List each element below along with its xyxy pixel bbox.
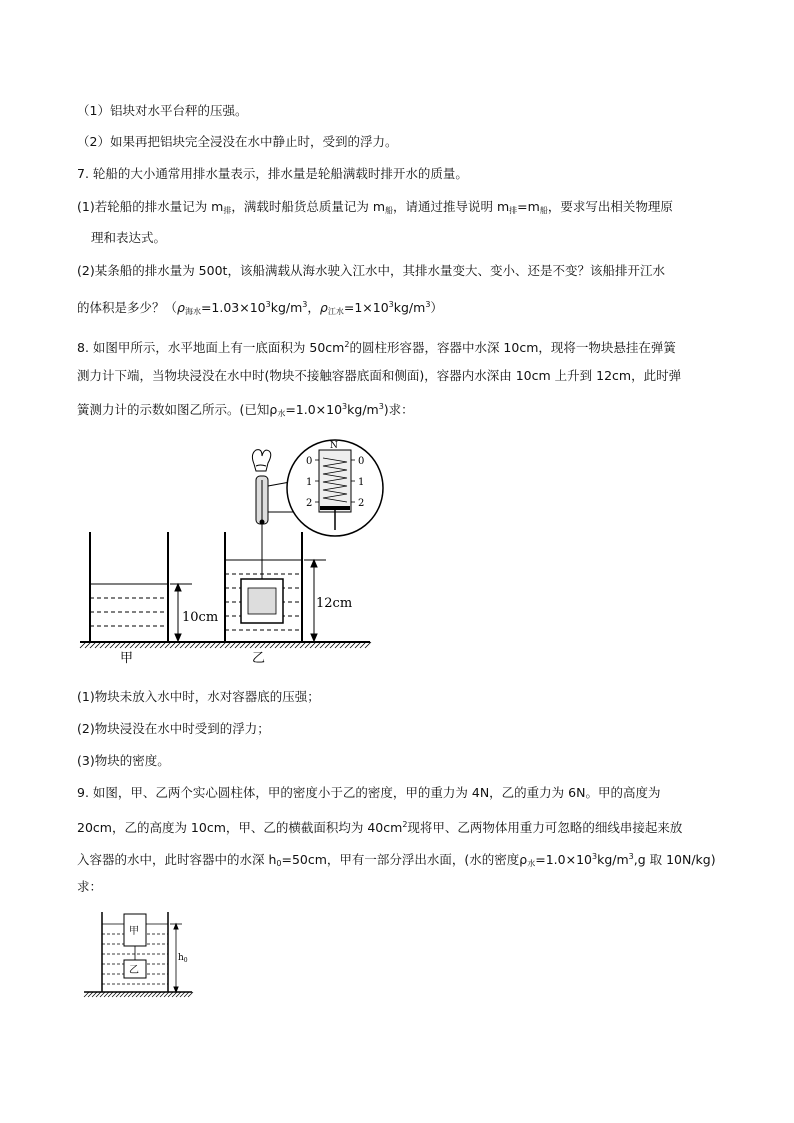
q9-line1: 9. 如图，甲、乙两个实心圆柱体，甲的密度小于乙的密度，甲的重力为 4N，乙的重力为 6N。甲的高度为	[77, 785, 661, 800]
q7-part1-cont: 理和表达式。	[91, 230, 167, 245]
q8-line1: 8. 如图甲所示，水平地面上有一底面积为 $50cm^2$的圆柱形容器，容器中水深 10cm，现将一物块悬挂在弹簧	[77, 340, 676, 355]
hand-icon	[252, 450, 270, 471]
q9-label-yi: 乙	[129, 965, 139, 976]
q9-line2: 20cm，乙的高度为 10cm，甲、乙的横截面积均为 $40cm^2$现将甲、乙两物体用重力可忽略的细线串接起来放	[77, 820, 683, 835]
scale-tick-0-right: 0	[358, 456, 365, 467]
ground	[80, 642, 371, 648]
q6-part1: （1）铝块对水平台秤的压强。	[77, 103, 248, 118]
label-10cm: 10cm	[182, 610, 219, 625]
q8-part2: (2)物块浸没在水中时受到的浮力；	[77, 721, 270, 736]
magnified-scale	[287, 440, 383, 536]
scale-tick-1-left: 1	[306, 477, 313, 488]
scale-unit-n: N	[330, 441, 338, 451]
scale-tick-1-right: 1	[358, 477, 365, 488]
container-jia	[90, 532, 168, 642]
cylinder-jia	[124, 914, 146, 960]
q9-figure	[82, 908, 212, 1000]
q7-part2-cont: 的体积是多少？（$\rho_{海水}=1.03\times 10^3kg/m^3$，$\rho_{江水}=1\times 10^3kg/m^3$）	[77, 300, 443, 316]
spring-scale-icon	[256, 476, 268, 524]
label-12cm: 12cm	[316, 596, 353, 611]
q8-figure	[70, 436, 400, 668]
label-yi: 乙	[252, 651, 266, 666]
label-h0: $h_0$	[178, 953, 188, 964]
q8-line3: 簧测力计的示数如图乙所示。(已知$\rho_水=1.0\times 10^3kg/m^3$)求：	[77, 402, 414, 418]
scale-tick-2-left: 2	[306, 498, 313, 509]
scale-tick-0-left: 0	[306, 456, 313, 467]
q7-part2: (2)某条船的排水量为 500t，该船满载从海水驶入江水中，其排水量变大、变小、还是不变？该船排开江水	[77, 263, 665, 278]
q9-line4: 求：	[77, 879, 103, 894]
scale-tick-2-right: 2	[358, 498, 365, 509]
q7-part1: (1)若轮船的排水量记为 $m_排$，满载时船货总质量记为 $m_船$，请通过推导说明 $m_排=m_船$，要求写出相关物理原	[77, 199, 673, 215]
q7-stem: 7. 轮船的大小通常用排水量表示，排水量是轮船满载时排开水的质量。	[77, 166, 468, 181]
q6-part2: （2）如果再把铝块完全浸没在水中静止时，受到的浮力。	[77, 134, 398, 149]
q8-part1: (1)物块未放入水中时，水对容器底的压强；	[77, 689, 320, 704]
q8-line2: 测力计下端，当物块浸没在水中时(物块不接触容器底面和侧面)，容器内水深由 10cm 上升到 12cm，此时弹	[77, 368, 682, 383]
q9-ground	[84, 992, 193, 997]
q9-line3: 入容器的水中，此时容器中的水深 $h_0=50cm$，甲有一部分浮出水面，(水的密度$\rho_水=1.0\times 10^3kg/m^3,g$ 取 10N/kg)	[77, 852, 716, 868]
q9-label-jia: 甲	[129, 926, 139, 937]
label-jia: 甲	[120, 651, 134, 666]
q8-part3: (3)物块的密度。	[77, 753, 170, 768]
